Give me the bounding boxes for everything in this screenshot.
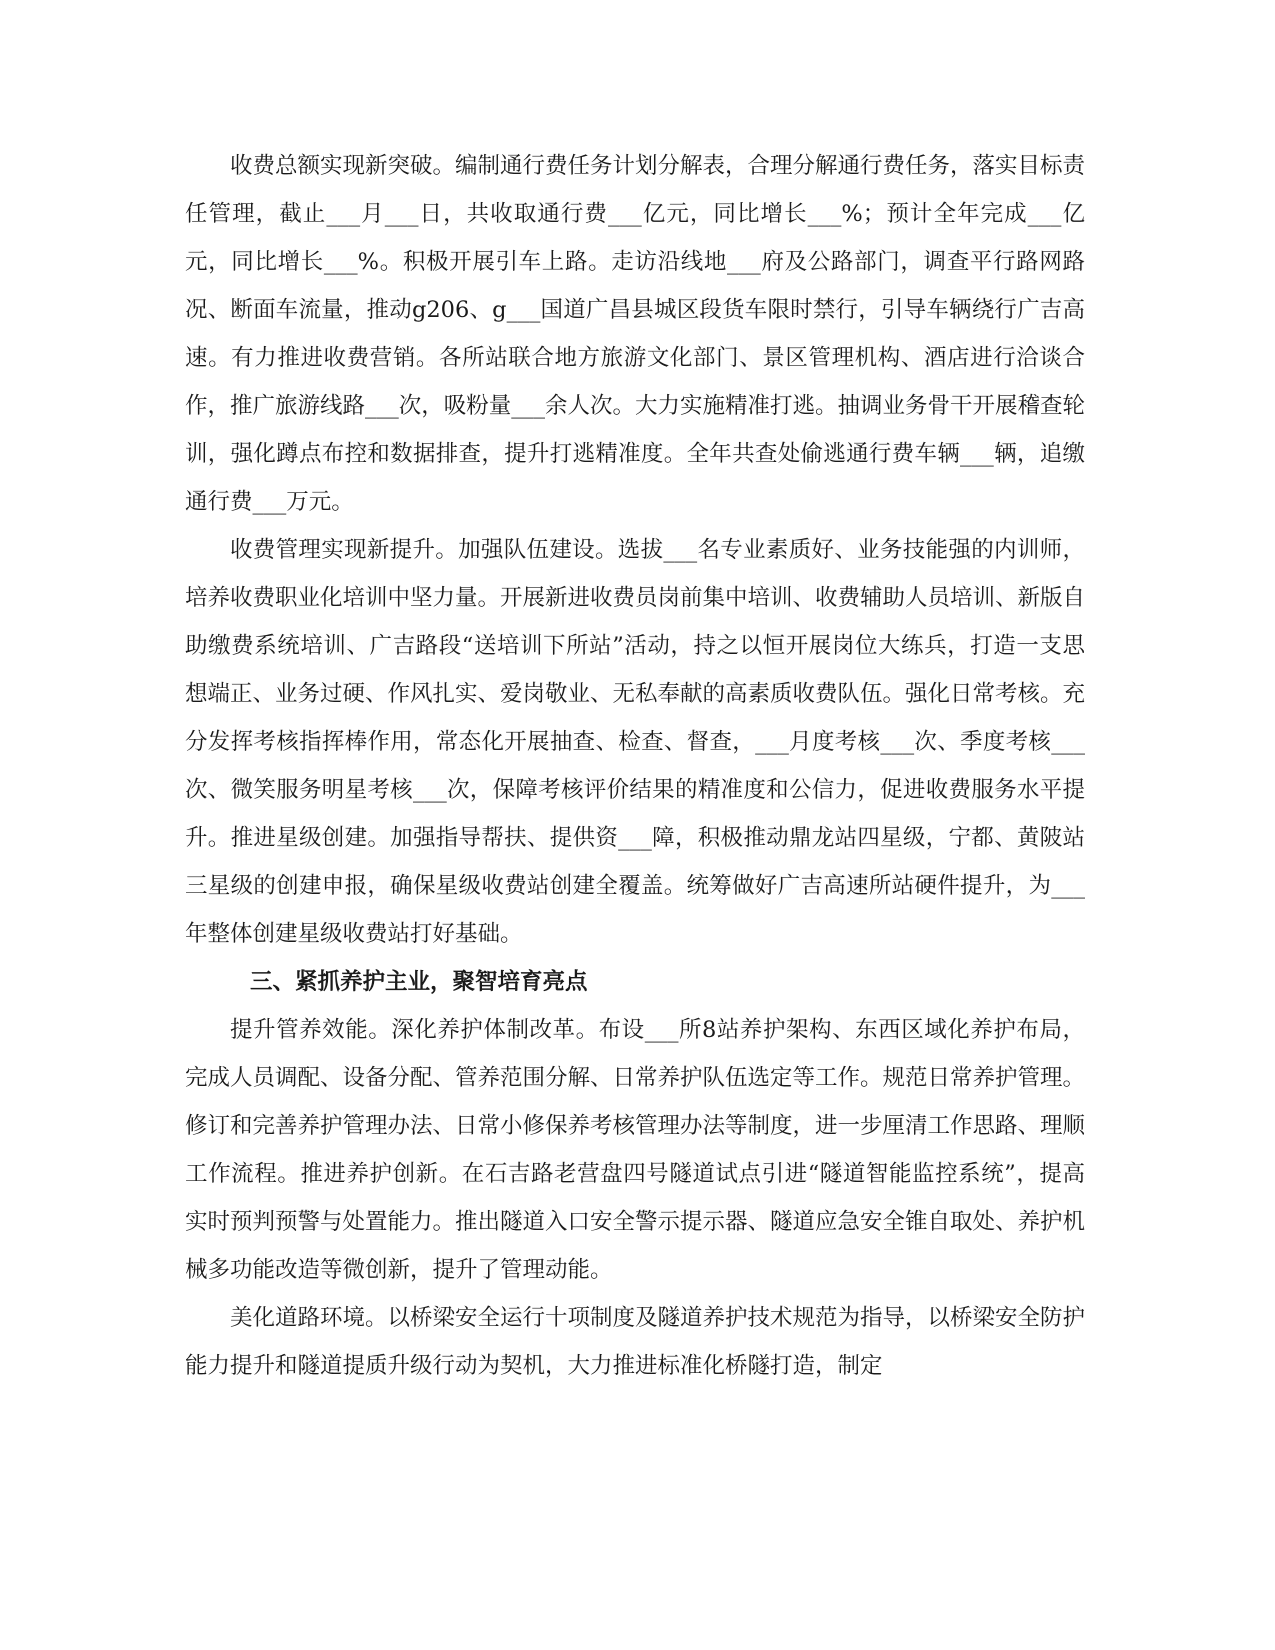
- paragraph-road-environment: 美化道路环境。以桥梁安全运行十项制度及隧道养护技术规范为指导，以桥梁安全防护能力提升和隧道提质升级行动为契机，大力推进标准化桥隧打造，制定: [185, 1305, 1086, 1379]
- paragraph-maintenance-efficiency: 提升管养效能。深化养护体制改革。布设___所8站养护架构、东西区域化养护布局，完成人员调配、设备分配、管养范围分解、日常养护队伍选定等工作。规范日常养护管理。修订和完善养护管理办法、日常小修保养考核管理办法等制度，进一步厘清工作思路、理顺工作流程。推进养护创新。在石吉路老营盘四号隧道试点引进“隧道智能监控系统”，提高实时预判预警与处置能力。推出隧道入口安全警示提示器、隧道应急安全锥自取处、养护机械多功能改造等微创新，提升了管理动能。: [185, 1017, 1086, 1283]
- document-body: [185, 142, 1085, 1390]
- paragraph-toll-management: 收费管理实现新提升。加强队伍建设。选拔___名专业素质好、业务技能强的内训师，培养收费职业化培训中坚力量。开展新进收费员岗前集中培训、收费辅助人员培训、新版自助缴费系统培训、广吉路段“送培训下所站”活动，持之以恒开展岗位大练兵，打造一支思想端正、业务过硬、作风扎实、爱岗敬业、无私奉献的高素质收费队伍。强化日常考核。充分发挥考核指挥棒作用，常态化开展抽查、检查、督查，___月度考核___次、季度考核___次、微笑服务明星考核___次，保障考核评价结果的精准度和公信力，促进收费服务水平提升。推进星级创建。加强指导帮扶、提供资___障，积极推动鼎龙站四星级，宁都、黄陂站三星级的创建申报，确保星级收费站创建全覆盖。统筹做好广吉高速所站硬件提升，为___年整体创建星级收费站打好基础。: [185, 537, 1086, 947]
- paragraph-toll-revenue: 收费总额实现新突破。编制通行费任务计划分解表，合理分解通行费任务，落实目标责任管理，截止___月___日，共收取通行费___亿元，同比增长___%；预计全年完成___亿元，同比增长___%。积极开展引车上路。走访沿线地___府及公路部门，调查平行路网路况、断面车流量，推动g206、g___国道广昌县城区段货车限时禁行，引导车辆绕行广吉高速。有力推进收费营销。各所站联合地方旅游文化部门、景区管理机构、酒店进行洽谈合作，推广旅游线路___次，吸粉量___余人次。大力实施精准打逃。抽调业务骨干开展稽查轮训，强化蹲点布控和数据排查，提升打逃精准度。全年共查处偷逃通行费车辆___辆，追缴通行费___万元。: [185, 153, 1086, 515]
- section-heading-maintenance: 三、紧抓养护主业，聚智培育亮点: [250, 969, 588, 995]
